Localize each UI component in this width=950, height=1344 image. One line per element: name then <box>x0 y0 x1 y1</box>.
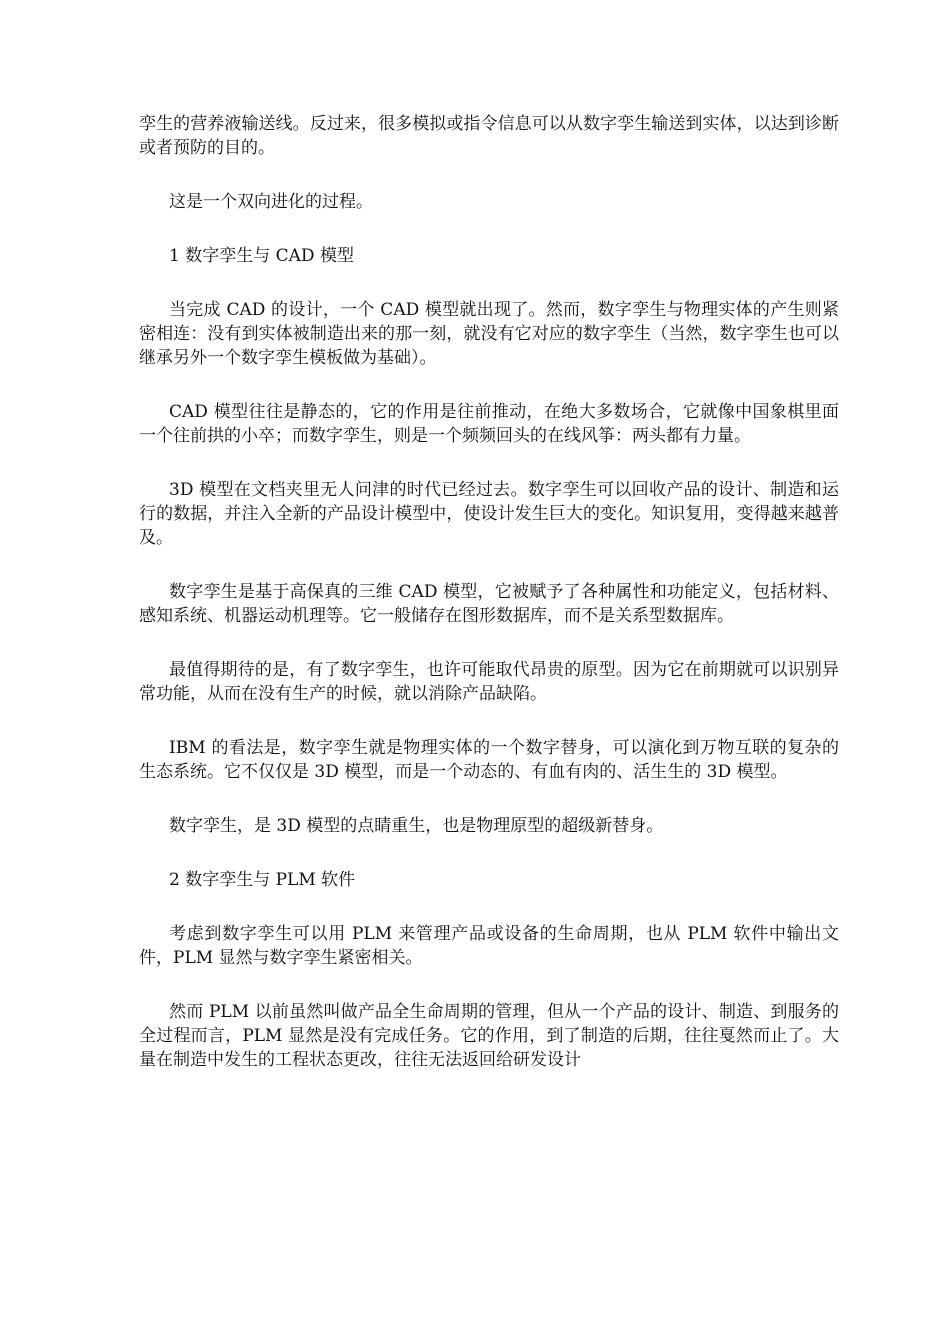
section-heading: 1 数字孪生与 CAD 模型 <box>169 246 354 266</box>
paragraph: 数字孪生是基于高保真的三维 CAD 模型，它被赋予了各种属性和功能定义，包括材料、感知系统、机器运动机理等。它一般储存在图形数据库，而不是关系型数据库。 <box>139 582 839 626</box>
paragraph: CAD 模型往往是静态的，它的作用是往前推动，在绝大多数场合，它就像中国象棋里面一个往前拱的小卒；而数字孪生，则是一个频频回头的在线风筝：两头都有力量。 <box>139 402 839 446</box>
paragraph: 这是一个双向进化的过程。 <box>169 192 373 212</box>
paragraph: 3D 模型在文档夹里无人问津的时代已经过去。数字孪生可以回收产品的设计、制造和运行的数据，并注入全新的产品设计模型中，使设计发生巨大的变化。知识复用，变得越来越普及。 <box>139 480 839 548</box>
section-heading: 2 数字孪生与 PLM 软件 <box>169 870 356 890</box>
paragraph-continuation: 孪生的营养液输送线。反过来，很多模拟或指令信息可以从数字孪生输送到实体，以达到诊断或者预防的目的。 <box>139 114 839 158</box>
document-body <box>139 112 839 1102</box>
paragraph: IBM 的看法是，数字孪生就是物理实体的一个数字替身，可以演化到万物互联的复杂的生态系统。它不仅仅是 3D 模型，而是一个动态的、有血有肉的、活生生的 3D 模型。 <box>139 738 839 782</box>
paragraph: 最值得期待的是，有了数字孪生，也许可能取代昂贵的原型。因为它在前期就可以识别异常功能，从而在没有生产的时候，就以消除产品缺陷。 <box>139 660 839 704</box>
paragraph: 考虑到数字孪生可以用 PLM 来管理产品或设备的生命周期，也从 PLM 软件中输出文件，PLM 显然与数字孪生紧密相关。 <box>139 924 839 968</box>
paragraph: 然而 PLM 以前虽然叫做产品全生命周期的管理，但从一个产品的设计、制造、到服务的全过程而言，PLM 显然是没有完成任务。它的作用，到了制造的后期，往往戛然而止了。大量在制造中发生的工程状态更改，往往无法返回给研发设计 <box>139 1002 839 1070</box>
paragraph: 当完成 CAD 的设计，一个 CAD 模型就出现了。然而，数字孪生与物理实体的产生则紧密相连：没有到实体被制造出来的那一刻，就没有它对应的数字孪生（当然，数字孪生也可以继承另外一个数字孪生模板做为基础）。 <box>139 300 839 368</box>
paragraph: 数字孪生，是 3D 模型的点睛重生，也是物理原型的超级新替身。 <box>169 816 664 836</box>
